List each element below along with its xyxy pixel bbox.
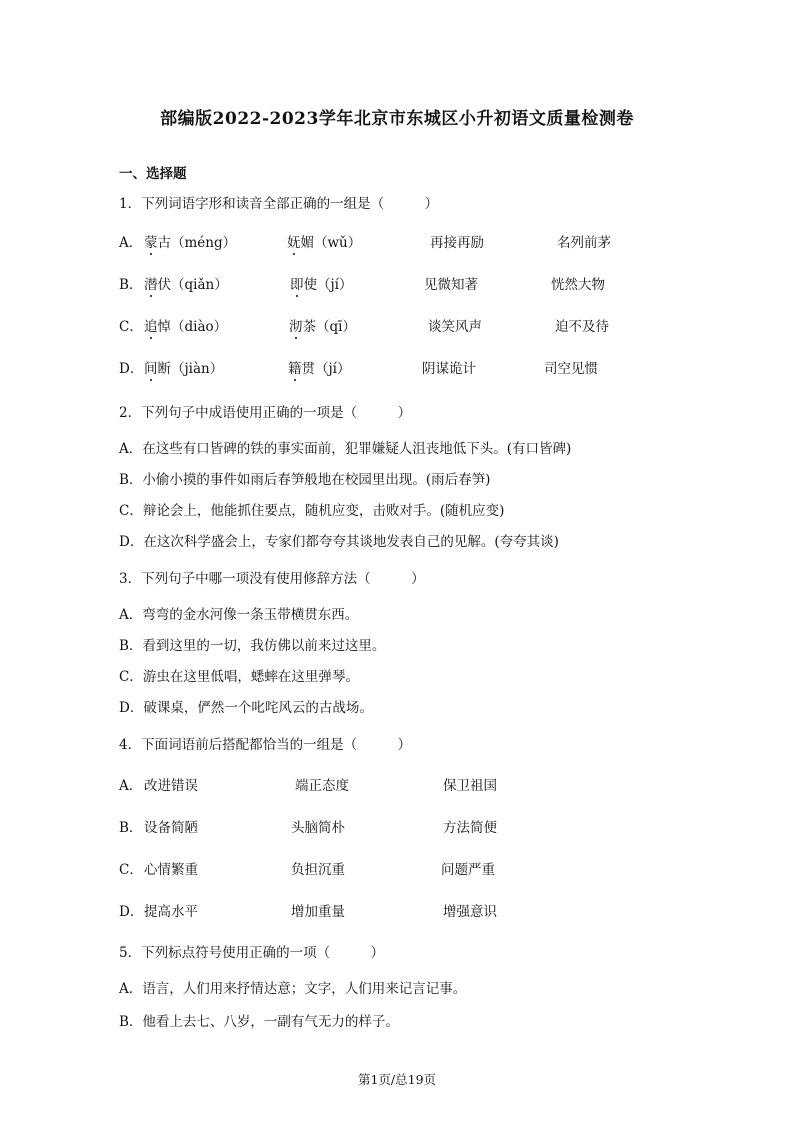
q3-option-c: C．游虫在这里低唱，蟋蟀在这里弹琴。 xyxy=(119,669,359,685)
option-label: C． xyxy=(119,862,143,878)
q4-d-word-1: 提高水平 xyxy=(144,904,198,920)
q1-b-word-4: 恍然大物 xyxy=(551,277,605,293)
q4-b-word-3: 方法简便 xyxy=(443,820,497,836)
emphasis-dot-char: 妩 xyxy=(287,235,301,251)
question-1-stem: 1．下列词语字形和读音全部正确的一组是（ ） xyxy=(119,196,439,212)
q4-b-word-2: 头脑简朴 xyxy=(291,820,345,836)
q1-c-word-3: 谈笑风声 xyxy=(428,319,482,335)
emphasis-dot-char: 间 xyxy=(144,361,158,377)
q4-c-word-1: 心情繁重 xyxy=(144,862,198,878)
section-heading: 一、选择题 xyxy=(119,166,187,182)
question-4-stem: 4．下面词语前后搭配都恰当的一组是（ ） xyxy=(119,737,412,753)
q4-a-word-2: 端正态度 xyxy=(295,778,349,794)
q1-d-word-3: 阴谋诡计 xyxy=(422,361,476,377)
q2-option-b: B．小偷小摸的事件如雨后春笋般地在校园里出现。(雨后春笋) xyxy=(119,472,491,488)
q4-b-word-1: 设备简陋 xyxy=(144,820,198,836)
q5-option-a: A．语言，人们用来抒情达意；文字，人们用来记言记事。 xyxy=(119,981,467,997)
emphasis-dot-char: 潜 xyxy=(144,277,158,293)
option-label: D． xyxy=(119,904,144,920)
q1-b-word-3: 见微知著 xyxy=(424,277,478,293)
option-label: A． xyxy=(119,235,143,251)
q4-c-word-2: 负担沉重 xyxy=(291,862,345,878)
q1-c-word-1: 追悼（diào） xyxy=(144,319,228,335)
option-label: D． xyxy=(119,361,144,377)
q4-c-word-3: 问题严重 xyxy=(441,862,495,878)
q1-c-word-4: 迫不及待 xyxy=(555,319,609,335)
q4-a-word-3: 保卫祖国 xyxy=(443,778,497,794)
emphasis-dot-char: 沏 xyxy=(289,319,303,335)
q1-b-word-2: 即使（jí） xyxy=(290,277,353,293)
q3-option-b: B．看到这里的一切，我仿佛以前来过这里。 xyxy=(119,638,386,654)
q1-a-word-4: 名列前茅 xyxy=(557,235,611,251)
page-title: 部编版2022-2023学年北京市东城区小升初语文质量检测卷 xyxy=(160,109,634,129)
emphasis-dot-char: 即 xyxy=(290,277,304,293)
q1-a-word-3: 再接再励 xyxy=(430,235,484,251)
q5-option-b: B．他看上去七、八岁，一副有气无力的样子。 xyxy=(119,1014,399,1030)
q1-b-word-1: 潜伏（qiǎn） xyxy=(144,277,228,293)
q2-option-c: C．辩论会上，他能抓住要点，随机应变，击败对手。(随机应变) xyxy=(119,503,505,519)
q4-a-word-1: 改进错误 xyxy=(144,778,198,794)
option-label: B． xyxy=(119,277,143,293)
emphasis-dot-char: 籍 xyxy=(288,361,302,377)
question-3-stem: 3．下列句子中哪一项没有使用修辞方法（ ） xyxy=(119,571,425,587)
option-label: C． xyxy=(119,319,143,335)
page-footer: 第1页/总19页 xyxy=(357,1072,437,1087)
q1-d-word-2: 籍贯（jí） xyxy=(288,361,351,377)
q1-a-word-1: 蒙古（méng） xyxy=(144,235,237,251)
q1-c-word-2: 沏茶（qī） xyxy=(289,319,356,335)
emphasis-dot-char: 蒙 xyxy=(144,235,158,251)
q3-option-d: D．破课桌，俨然一个叱咤风云的古战场。 xyxy=(119,700,373,716)
option-label: A． xyxy=(119,778,143,794)
q1-d-word-4: 司空见惯 xyxy=(544,361,598,377)
q2-option-d: D．在这次科学盛会上，专家们都夸夸其谈地发表自己的见解。(夸夸其谈) xyxy=(119,534,559,550)
emphasis-dot-char: 追 xyxy=(144,319,158,335)
q1-d-word-1: 间断（jiàn） xyxy=(144,361,224,377)
question-5-stem: 5．下列标点符号使用正确的一项（ ） xyxy=(119,945,385,961)
option-label: B． xyxy=(119,820,143,836)
q4-d-word-2: 增加重量 xyxy=(291,904,345,920)
q2-option-a: A．在这些有口皆碑的铁的事实面前，犯罪嫌疑人沮丧地低下头。(有口皆碑) xyxy=(119,441,572,457)
q1-a-word-2: 妩媚（wǔ） xyxy=(287,235,362,251)
q3-option-a: A．弯弯的金水河像一条玉带横贯东西。 xyxy=(119,607,359,623)
question-2-stem: 2．下列句子中成语使用正确的一项是（ ） xyxy=(119,405,412,421)
q4-d-word-3: 增强意识 xyxy=(443,904,497,920)
